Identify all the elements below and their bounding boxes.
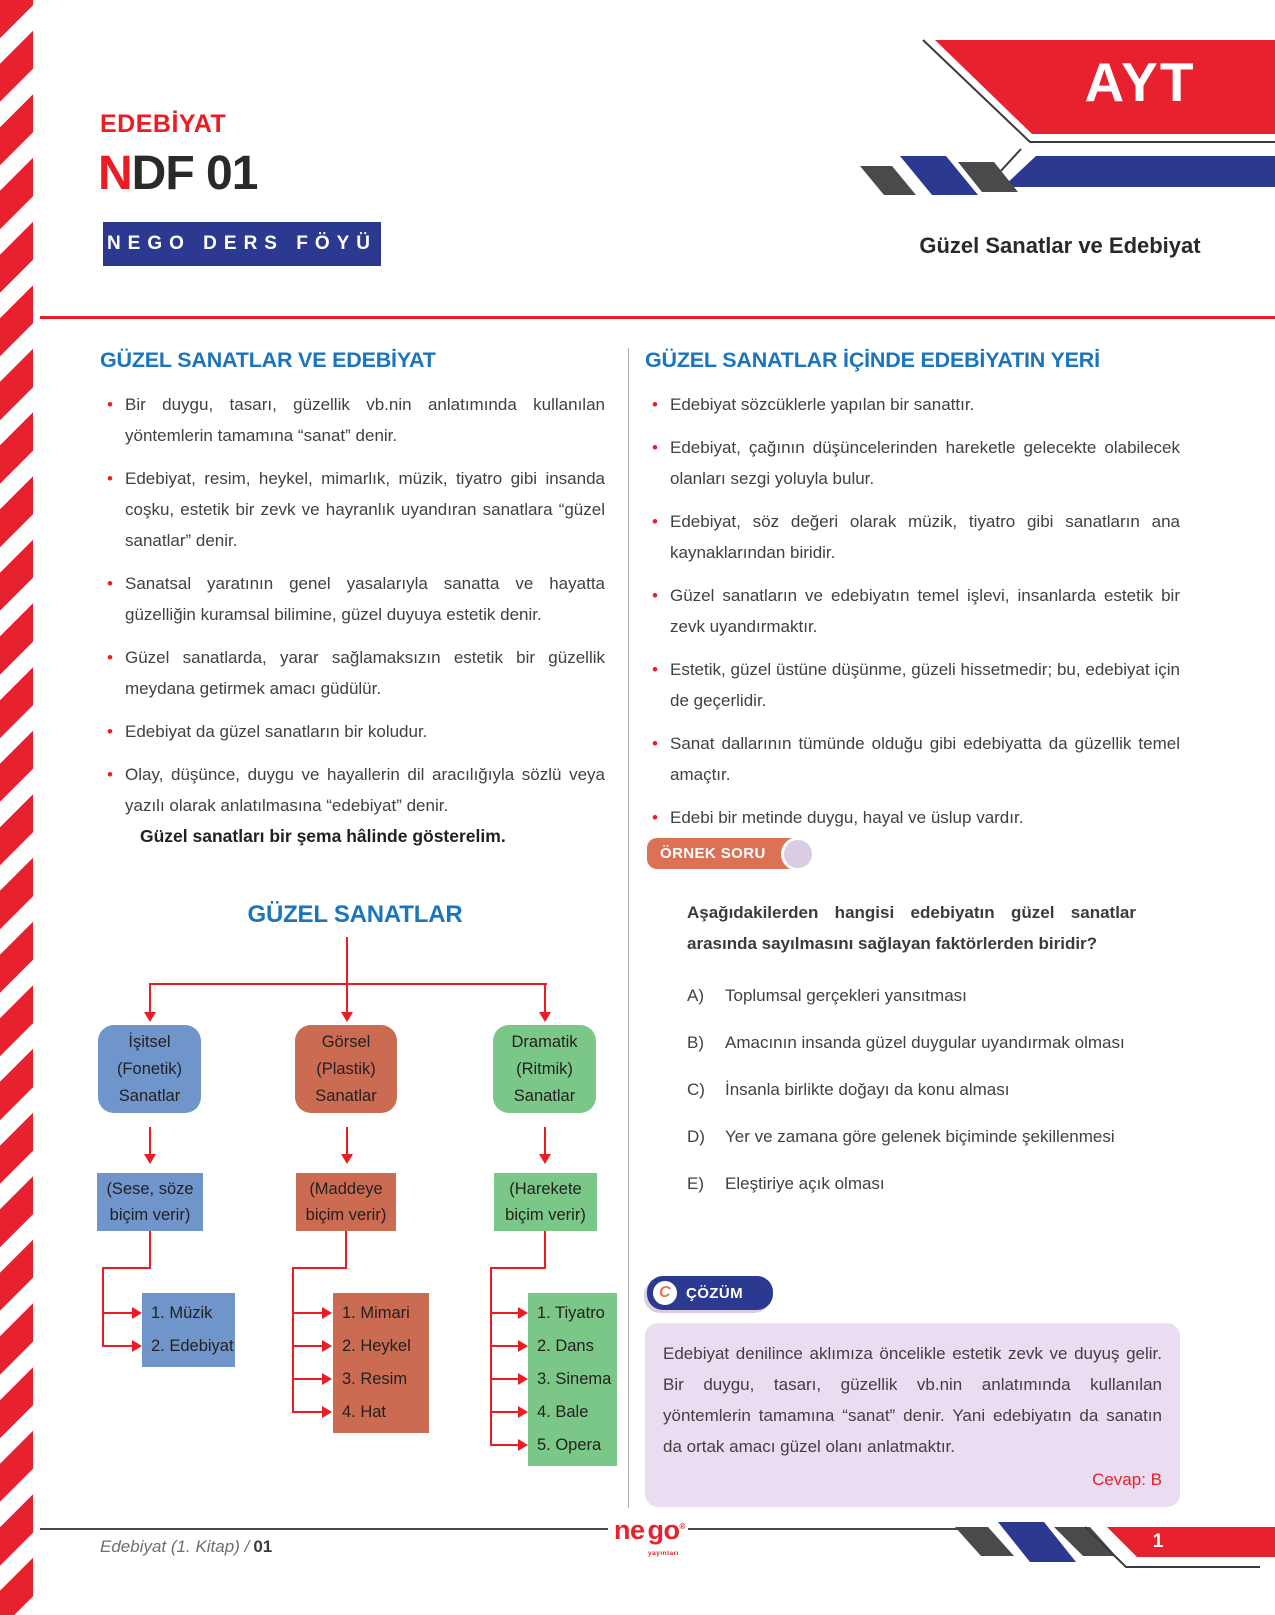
bullet-text: Sanat dallarının tümünde olduğu gibi edebiyatta da güzellik temel amaçtır.: [670, 734, 1180, 784]
connector-line: [294, 1345, 324, 1347]
bullet-dot: •: [107, 395, 113, 414]
right-bullet-list: [645, 389, 1180, 833]
fine-arts-diagram: [95, 885, 615, 1480]
list-item: [645, 580, 1180, 642]
left-diagonal-stripe-decoration: [0, 0, 33, 1615]
item-text: 5. Opera: [537, 1436, 602, 1454]
list-item: [100, 568, 605, 630]
option-letter: D): [687, 1127, 705, 1146]
arrow-down-icon: [539, 1154, 551, 1164]
header-rule: [40, 316, 1275, 319]
footer-book-label: [100, 1537, 272, 1557]
connector-line: [293, 1267, 347, 1269]
example-question-section: [645, 838, 1180, 1218]
example-question-badge: [647, 838, 802, 869]
list-item: [100, 642, 605, 704]
connector-line: [104, 1312, 134, 1314]
sub-box-line: (Sese, söze: [106, 1180, 194, 1198]
gray-bar-shape: [860, 166, 916, 195]
branch-box-line: (Fonetik): [116, 1059, 183, 1078]
left-bullet-list: [100, 389, 605, 821]
list-item: [645, 432, 1180, 494]
connector-line: [149, 1127, 151, 1155]
list-item: [100, 759, 605, 821]
exam-badge: AYT: [1084, 51, 1196, 113]
connector-line: [492, 1345, 520, 1347]
item-text: 2. Dans: [537, 1337, 594, 1355]
badge-label: ÇÖZÜM: [686, 1284, 743, 1302]
arrow-right-icon: [132, 1340, 142, 1352]
lesson-code-prefix: N: [98, 147, 132, 200]
lesson-code-rest: DF 01: [131, 147, 258, 200]
arrow-down-icon: [144, 1154, 156, 1164]
bullet-dot: •: [107, 574, 113, 593]
bullet-text: Estetik, güzel üstüne düşünme, güzeli hissetmedir; bu, edebiyat için de geçerlidir.: [670, 660, 1180, 710]
footer-book-number: 01: [253, 1537, 273, 1556]
bullet-dot: •: [107, 722, 113, 741]
list-item: [645, 389, 1180, 420]
branch-items-box-gorsel: [333, 1293, 429, 1433]
list-item: [645, 654, 1180, 716]
solution-text: Edebiyat denilince aklımıza öncelikle estetik zevk ve duyuş gelir. Bir duygu, tasarı, güzellik vb.nin anlatımında kullanılan yöntemlerin tamamına “sanat” denir. Yani edebiyatın da sanatın da ortak amacı güzel olanı anlatmaktır.: [663, 1344, 1162, 1456]
red-banner-shape: [1107, 1527, 1275, 1557]
answer-label: Cevap: B: [1092, 1470, 1162, 1489]
option-row: [687, 1030, 1180, 1056]
bullet-dot: •: [652, 808, 658, 827]
branch-box-line: Dramatik: [511, 1032, 578, 1051]
badge-circle-icon: [781, 837, 815, 871]
item-text: 1. Tiyatro: [537, 1304, 605, 1322]
bullet-text: Güzel sanatların ve edebiyatın temel işlevi, insanlarda estetik bir zevk uyandırmaktır.: [670, 586, 1180, 636]
connector-line: [294, 1378, 324, 1380]
bullet-text: Bir duygu, tasarı, güzellik vb.nin anlatımında kullanılan yöntemlerin tamamına “sanat” denir.: [125, 395, 605, 445]
blue-bar-shape: [900, 156, 978, 195]
list-item: [100, 389, 605, 451]
option-row: [687, 1171, 1180, 1197]
footer-banner-decoration: [930, 1500, 1275, 1580]
arrow-right-icon: [132, 1307, 142, 1319]
arrow-right-icon: [518, 1406, 528, 1418]
option-text: İnsanla birlikte doğayı da konu alması: [725, 1080, 1010, 1099]
option-row: [687, 1077, 1180, 1103]
registered-mark-icon: ®: [679, 1522, 685, 1531]
logo-text: ne: [614, 1515, 645, 1545]
bullet-text: Edebiyat, çağının düşüncelerinden hareketle gelecekte olabilecek olanları sezgi yoluyla bulur.: [670, 438, 1180, 488]
connector-line: [149, 983, 151, 1013]
question-text: Aşağıdakilerden hangisi edebiyatın güzel sanatlar arasında sayılmasını sağlayan faktörlerden biridir?: [687, 903, 1136, 953]
blue-stripe-shape: [1003, 156, 1275, 187]
option-row: [687, 983, 1180, 1009]
branch-box-line: (Ritmik): [516, 1059, 573, 1078]
list-item: [645, 506, 1180, 568]
branch-sub-box-gorsel: [296, 1173, 396, 1231]
connector-line: [492, 1378, 520, 1380]
option-letter: A): [687, 986, 704, 1005]
bullet-text: Edebiyat, resim, heykel, mimarlık, müzik, tiyatro gibi insanda coşku, estetik bir zevk ve hayranlık uyandıran sanatlara “güzel sanatlar” denir.: [125, 469, 605, 550]
option-text: Yer ve zamana göre gelenek biçiminde şekillenmesi: [725, 1127, 1115, 1146]
branch-sub-box-dramatik: [494, 1173, 597, 1231]
arrow-right-icon: [518, 1340, 528, 1352]
branch-box-line: (Plastik): [316, 1059, 376, 1078]
footer-rule: [40, 1528, 958, 1530]
item-text: 1. Müzik: [151, 1304, 213, 1322]
arrow-right-icon: [518, 1439, 528, 1451]
branch-box-line: Sanatlar: [513, 1086, 576, 1105]
connector-line: [294, 1411, 324, 1413]
left-column-title: GÜZEL SANATLAR VE EDEBİYAT: [100, 348, 436, 372]
schema-intro-text: Güzel sanatları bir şema hâlinde gösterelim.: [140, 826, 506, 846]
bullet-dot: •: [652, 734, 658, 753]
bullet-text: Edebiyat, söz değeri olarak müzik, tiyatro gibi sanatların ana kaynaklarından biridir.: [670, 512, 1180, 562]
bullet-text: Edebiyat sözcüklerle yapılan bir sanattır.: [670, 395, 975, 414]
list-item: [100, 463, 605, 556]
sub-box-line: biçim verir): [505, 1206, 586, 1224]
sub-box-line: biçim verir): [305, 1206, 387, 1224]
right-column: [645, 348, 1180, 1489]
connector-line: [150, 983, 547, 985]
nego-logo: [614, 1514, 685, 1567]
sub-box-line: (Harekete: [509, 1180, 582, 1198]
branch-box-dramatik: [493, 1025, 596, 1113]
options-list: [645, 983, 1180, 1197]
connector-line: [103, 1267, 151, 1269]
logo-subtext: yayınları: [648, 1550, 679, 1557]
connector-line: [492, 1444, 520, 1446]
connector-line: [294, 1312, 324, 1314]
connector-line: [544, 983, 546, 1013]
connector-line: [491, 1267, 546, 1269]
connector-line: [346, 1127, 348, 1155]
item-text: 3. Sinema: [537, 1370, 612, 1388]
right-column-title: GÜZEL SANATLAR İÇİNDE EDEBİYATIN YERİ: [645, 348, 1100, 372]
item-text: 1. Mimari: [342, 1304, 410, 1322]
footer-book-text: Edebiyat (1. Kitap) /: [100, 1537, 250, 1556]
badge-label: ÖRNEK SORU: [660, 845, 766, 862]
branch-sub-box-isitsel: [97, 1173, 203, 1231]
branch-box-line: Sanatlar: [315, 1086, 377, 1105]
solution-box: [645, 1323, 1180, 1507]
subject-label: EDEBİYAT: [100, 110, 227, 138]
connector-line: [544, 1231, 546, 1267]
arrow-right-icon: [322, 1406, 332, 1418]
bullet-text: Edebiyat da güzel sanatların bir koludur.: [125, 722, 428, 741]
arrow-right-icon: [518, 1307, 528, 1319]
lesson-code: [98, 146, 257, 201]
item-text: 2. Heykel: [342, 1337, 411, 1355]
bullet-dot: •: [107, 469, 113, 488]
branch-box-gorsel: [295, 1025, 397, 1113]
connector-line: [544, 1127, 546, 1155]
solution-badge: [647, 1276, 773, 1310]
bullet-dot: •: [652, 586, 658, 605]
list-item: [100, 716, 605, 747]
diagram-title: GÜZEL SANATLAR: [247, 901, 463, 928]
connector-line: [492, 1312, 520, 1314]
bullet-dot: •: [652, 512, 658, 531]
bullet-dot: •: [652, 438, 658, 457]
sub-box-line: (Maddeye: [309, 1180, 383, 1198]
bullet-dot: •: [652, 395, 658, 414]
bullet-dot: •: [107, 765, 113, 784]
option-letter: C): [687, 1080, 705, 1099]
connector-line: [292, 1267, 294, 1413]
option-letter: E): [687, 1174, 704, 1193]
arrow-down-icon: [341, 1012, 353, 1022]
option-row: [687, 1124, 1180, 1150]
solution-pencil-icon: C: [653, 1281, 677, 1305]
list-item: [645, 728, 1180, 790]
connector-line: [492, 1411, 520, 1413]
arrow-down-icon: [341, 1154, 353, 1164]
column-divider: [628, 348, 629, 1512]
arrow-right-icon: [322, 1307, 332, 1319]
option-text: Eleştiriye açık olması: [725, 1174, 885, 1193]
item-text: 2. Edebiyat: [151, 1337, 234, 1355]
bullet-dot: •: [652, 660, 658, 679]
branch-box-isitsel: [98, 1025, 201, 1113]
bullet-text: Sanatsal yaratının genel yasalarıyla sanatta ve hayatta güzelliğin kuramsal bilimine, güzel duyuya estetik denir.: [125, 574, 605, 624]
arrow-right-icon: [518, 1373, 528, 1385]
connector-line: [104, 1345, 134, 1347]
connector-line: [149, 1231, 151, 1267]
option-letter: B): [687, 1033, 704, 1052]
arrow-right-icon: [322, 1373, 332, 1385]
item-text: 3. Resim: [342, 1370, 408, 1388]
gray-bar-shape: [955, 1527, 1014, 1556]
branch-items-box-dramatik: [528, 1293, 617, 1466]
bullet-text: Güzel sanatlarda, yarar sağlamaksızın estetik bir güzellik meydana getirmek amacı güdülür.: [125, 648, 605, 698]
branch-box-line: Sanatlar: [118, 1086, 181, 1105]
arrow-right-icon: [322, 1340, 332, 1352]
branch-box-line: İşitsel: [128, 1032, 171, 1051]
arrow-down-icon: [539, 1012, 551, 1022]
connector-line: [345, 1231, 347, 1267]
connector-line: [346, 937, 348, 983]
branch-box-line: Görsel: [321, 1032, 371, 1051]
page-number: 1: [1152, 1531, 1164, 1552]
sub-box-line: biçim verir): [109, 1206, 191, 1224]
logo-text: go: [647, 1515, 680, 1545]
connector-line: [346, 983, 348, 1013]
bullet-text: Edebi bir metinde duygu, hayal ve üslup vardır.: [670, 808, 1024, 827]
solution-section: [645, 1276, 1180, 1507]
item-text: 4. Bale: [537, 1403, 589, 1421]
arrow-down-icon: [144, 1012, 156, 1022]
left-column: [100, 348, 605, 846]
connector-line: [490, 1267, 492, 1446]
option-text: Toplumsal gerçekleri yansıtması: [725, 986, 967, 1005]
list-item: [645, 802, 1180, 833]
branch-items-box-isitsel: [142, 1293, 235, 1367]
bullet-text: Olay, düşünce, duygu ve hayallerin dil aracılığıyla sözlü veya yazılı olarak anlatılmasına “edebiyat” denir.: [125, 765, 605, 815]
connector-line: [102, 1267, 104, 1347]
option-text: Amacının insanda güzel duygular uyandırmak olması: [725, 1033, 1125, 1052]
bullet-dot: •: [107, 648, 113, 667]
topic-title: Güzel Sanatlar ve Edebiyat: [919, 233, 1201, 258]
series-badge: NEGO DERS FÖYÜ: [103, 222, 381, 266]
item-text: 4. Hat: [342, 1403, 387, 1421]
